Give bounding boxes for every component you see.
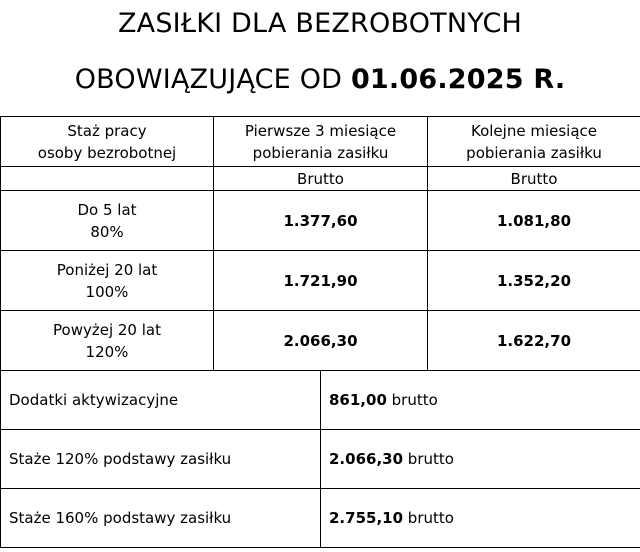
seniority-cell [1, 311, 214, 371]
extra-amount: 861,00 [329, 391, 387, 409]
extra-suffix: brutto [403, 450, 454, 468]
amount-next-months: 1.352,20 [428, 251, 640, 311]
header-seniority-line1: Staż pracy [67, 121, 147, 140]
table-row [1, 251, 640, 311]
header-first-3-months-line2: pobierania zasiłku [252, 143, 389, 162]
seniority-cell [1, 251, 214, 311]
table-row [1, 371, 640, 430]
amount-next-months: 1.622,70 [428, 311, 640, 371]
extra-suffix: brutto [386, 391, 438, 409]
effective-date-prefix: OBOWIĄZUJĄCE OD [74, 64, 351, 95]
header-next-months-line1: Kolejne miesiące [471, 121, 597, 140]
table-row [1, 311, 640, 371]
header-seniority [1, 117, 214, 167]
extras-table [0, 370, 640, 548]
seniority-label: Do 5 lat [77, 200, 137, 219]
seniority-cell [1, 191, 214, 251]
header-next-months [428, 117, 640, 167]
subheader-row [1, 167, 640, 191]
seniority-percent: 80% [90, 222, 124, 241]
seniority-label: Poniżej 20 lat [56, 260, 158, 279]
subheader-gross-next: Brutto [428, 167, 640, 191]
extra-value [321, 371, 640, 430]
benefits-table [0, 116, 640, 371]
header-seniority-line2: osoby bezrobotnej [37, 143, 177, 162]
header-first-3-months [214, 117, 428, 167]
subheader-gross-first: Brutto [214, 167, 428, 191]
extra-label: Dodatki aktywizacyjne [1, 371, 321, 430]
extra-value [321, 489, 640, 548]
extra-amount: 2.066,30 [329, 450, 404, 468]
table-row [1, 430, 640, 489]
table-row [1, 489, 640, 548]
seniority-percent: 120% [85, 342, 129, 361]
subheader-empty [1, 167, 214, 191]
amount-first-3-months: 2.066,30 [214, 311, 428, 371]
page-title: ZASIŁKI DLA BEZROBOTNYCH [117, 8, 523, 39]
extra-value [321, 430, 640, 489]
table-row [1, 191, 640, 251]
effective-date-heading [0, 60, 640, 100]
seniority-label: Powyżej 20 lat [53, 320, 161, 339]
extra-amount: 2.755,10 [329, 509, 404, 527]
header-row [1, 117, 640, 167]
extra-label: Staże 120% podstawy zasiłku [1, 430, 321, 489]
amount-first-3-months: 1.721,90 [214, 251, 428, 311]
extra-label: Staże 160% podstawy zasiłku [1, 489, 321, 548]
header-next-months-line2: pobierania zasiłku [466, 143, 602, 162]
seniority-percent: 100% [85, 282, 129, 301]
amount-next-months: 1.081,80 [428, 191, 640, 251]
effective-date: 01.06.2025 R. [350, 64, 566, 95]
amount-first-3-months: 1.377,60 [214, 191, 428, 251]
header-first-3-months-line1: Pierwsze 3 miesiące [244, 121, 397, 140]
extra-suffix: brutto [403, 509, 454, 527]
